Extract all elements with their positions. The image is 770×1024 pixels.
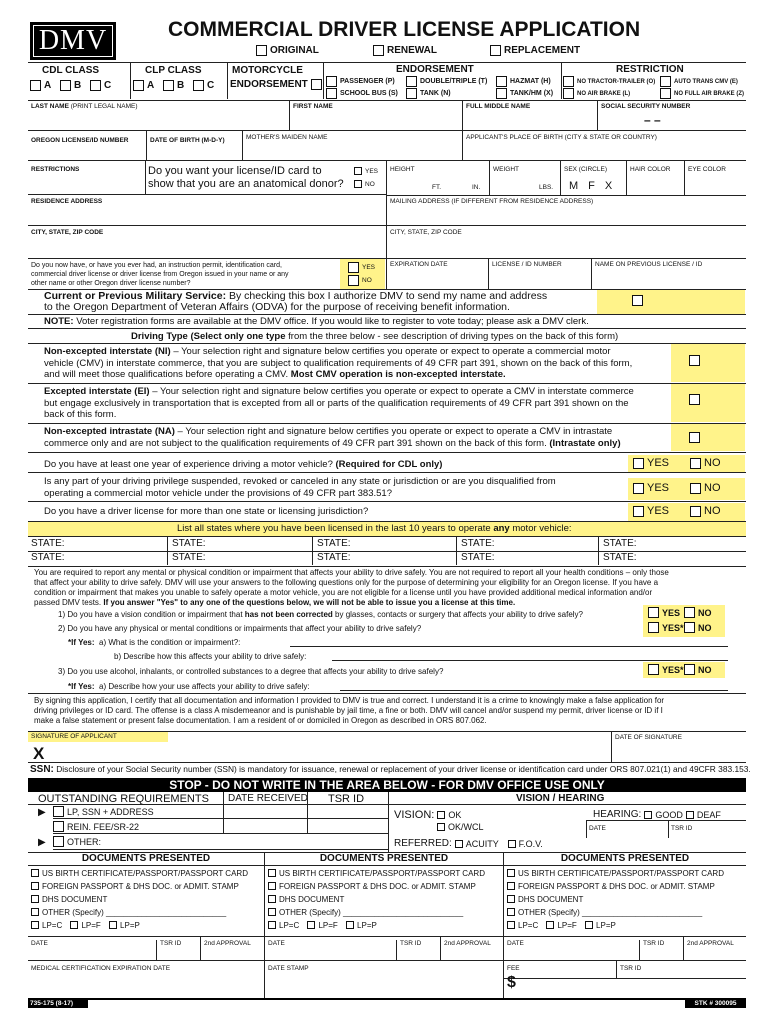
dmv-logo (30, 22, 116, 60)
experience-yes[interactable]: YES (633, 457, 669, 469)
vision-no[interactable]: NO (684, 607, 712, 618)
lpc-checkbox[interactable] (31, 921, 39, 929)
vision-yes[interactable]: YES (648, 607, 680, 618)
referred[interactable]: REFERRED: ACUITY F.O.V. (394, 838, 543, 849)
endorsement-double[interactable] (406, 76, 487, 87)
lpp-checkbox[interactable] (109, 921, 117, 929)
doc-dhs[interactable]: DHS DOCUMENT (268, 893, 500, 905)
state-field[interactable]: STATE: (31, 552, 65, 563)
lpf-checkbox[interactable] (546, 921, 554, 929)
req-rein-fee[interactable]: REIN. FEE/SR-22 (53, 821, 139, 832)
motorcycle-endorsement[interactable] (230, 79, 322, 90)
signature-field[interactable] (160, 741, 610, 761)
condition-describe: b) Describe how this affects your ability to drive safely: (114, 652, 307, 661)
restriction-no-full[interactable] (660, 88, 744, 99)
doc-foreign[interactable]: FOREIGN PASSPORT & DHS DOC. or ADMIT. STAMP (268, 880, 500, 892)
cdl-a-checkbox[interactable] (30, 80, 41, 91)
documents-section (28, 853, 746, 947)
documents-column (28, 853, 264, 960)
lpf-checkbox[interactable] (70, 921, 78, 929)
ssn-disclosure: SSN: Disclosure of your Social Security number (SSN) is mandatory for issuance, renewal or replacement of your driver license or identification card under ORS 807.021(1) and 49CFR 383.153. (30, 764, 751, 775)
documents-header: DOCUMENTS PRESENTED (28, 853, 264, 866)
cdl-class-options[interactable] (30, 80, 111, 91)
doc-dhs[interactable]: DHS DOCUMENT (507, 893, 743, 905)
sex-label: SEX (CIRCLE) (564, 166, 607, 173)
doc-birth[interactable]: US BIRTH CERTIFICATE/PASSPORT/PASSPORT CARD (268, 867, 500, 879)
doc-birth-checkbox[interactable] (268, 869, 276, 877)
tankhm-label: TANK/HM (X) (510, 90, 554, 97)
mailing-city-state-zip-label: CITY, STATE, ZIP CODE (390, 229, 462, 236)
doc-approval-label: 2nd APPROVAL (683, 937, 734, 960)
doc-lp-row[interactable]: LP=C LP=F LP=P (507, 919, 743, 931)
doc-dhs[interactable]: DHS DOCUMENT (31, 893, 261, 905)
doc-foreign-checkbox[interactable] (507, 882, 515, 890)
donor-no[interactable]: NO (354, 180, 375, 188)
experience-yes-checkbox[interactable] (633, 458, 644, 469)
last-name-label: LAST NAME (PRINT LEGAL NAME) (31, 103, 138, 110)
restriction-auto[interactable] (660, 76, 738, 87)
driving-type-na: Non-excepted intrastate (NA) – Your selection right and signature below certifies you operate or expect to operate a CMV in intrastate commerce only and are not subject to the qualification requirements of 49 CFR part 391 shown on the back of this form. (Intrastate only) (44, 426, 621, 449)
doc-date-label: DATE (31, 940, 48, 947)
multi-state-no-checkbox[interactable] (690, 506, 701, 517)
double-label: DOUBLE/TRIPLE (T) (420, 78, 488, 85)
driving-type-ni: Non-excepted interstate (NI) – Your selection right and signature below certifies you operate or expect to operate a commercial motor vehicle (CMV) in interstate commerce, that you are subject to qualification requirements of 49 CFR part 391, shown on the back of this form, and will meet those qualifications before operating a CMV. Most CMV operation is non-excepted interstate. (44, 346, 633, 380)
condition-yes[interactable]: YES* (648, 622, 684, 633)
doc-lp-row[interactable]: LP=C LP=F LP=P (31, 919, 261, 931)
date-received-label: DATE RECEIVED (228, 793, 308, 804)
military-service-text: Current or Previous Military Service: By checking this box I authorize DMV to send my name and address to the Oregon Department of Veteran Affairs (ODVA) for the purpose of receiving benefit information. (44, 290, 548, 313)
school-checkbox[interactable] (326, 88, 337, 99)
fee-label: FEE (507, 965, 520, 972)
doc-tsr-label: TSR ID (639, 940, 664, 960)
doc-foreign[interactable]: FOREIGN PASSPORT & DHS DOC. or ADMIT. STAMP (31, 880, 261, 892)
req-lp-ssn-address[interactable]: LP, SSN + ADDRESS (53, 806, 154, 817)
license-number-label: OREGON LICENSE/ID NUMBER (31, 137, 129, 144)
tsr-id-label: TSR ID (328, 793, 365, 805)
condition-no[interactable]: NO (684, 622, 712, 633)
cdl-a-label: A (44, 80, 52, 91)
endorsement-school[interactable] (326, 88, 398, 99)
doc-dhs-checkbox[interactable] (31, 895, 39, 903)
original-checkbox[interactable] (256, 45, 267, 56)
restriction-no-air[interactable] (563, 88, 630, 99)
doc-tsr-label: TSR ID (396, 940, 421, 960)
doc-approval-label: 2nd APPROVAL (440, 937, 491, 960)
lpc-checkbox[interactable] (268, 921, 276, 929)
req-other[interactable]: OTHER: (53, 836, 101, 847)
restriction-no-tractor[interactable] (563, 76, 655, 87)
multi-state-question: Do you have a driver license for more than one state or licensing jurisdiction? (44, 506, 369, 517)
tankhm-checkbox[interactable] (496, 88, 507, 99)
endorsement-passenger[interactable] (326, 76, 395, 87)
renewal-checkbox[interactable] (373, 45, 384, 56)
ssn-label: SOCIAL SECURITY NUMBER (601, 103, 691, 110)
ei-checkbox[interactable] (689, 394, 700, 405)
substance-describe: *If Yes: a) Describe how your use affects your ability to drive safely: (68, 682, 310, 691)
height-label: HEIGHT (390, 166, 415, 173)
expiration-date-label: EXPIRATION DATE (390, 261, 448, 268)
states-grid (28, 537, 746, 565)
replacement-checkbox[interactable] (490, 45, 501, 56)
motorcycle-checkbox[interactable] (311, 79, 322, 90)
prev-license-yes-checkbox[interactable] (348, 262, 359, 273)
lpp-checkbox[interactable] (585, 921, 593, 929)
sex-m[interactable]: M (569, 180, 579, 192)
lpp-checkbox[interactable] (346, 921, 354, 929)
sex-f[interactable]: F (588, 180, 595, 192)
experience-no[interactable]: NO (690, 457, 721, 469)
vision-no-checkbox[interactable] (684, 607, 695, 618)
prev-license-no-checkbox[interactable] (348, 275, 359, 286)
suspended-no-checkbox[interactable] (690, 483, 701, 494)
ssn-dashes: – – (644, 113, 661, 127)
acuity-checkbox[interactable] (455, 840, 463, 848)
substance-yes[interactable]: YES* (648, 664, 684, 675)
clp-a-checkbox[interactable] (133, 80, 144, 91)
app-type-original[interactable] (256, 45, 319, 56)
doc-other-checkbox[interactable] (31, 908, 39, 916)
hearing-date-label: DATE (589, 825, 606, 832)
form-title: COMMERCIAL DRIVER LICENSE APPLICATION (168, 18, 641, 41)
place-of-birth-label: APPLICANT'S PLACE OF BIRTH (CITY & STATE OR COUNTRY) (466, 134, 657, 141)
medical-paragraph: You are required to report any mental or physical condition or impairment that affects your ability to drive safely. You are not required to report all your health conditions – only those that affect your ability to drive safely. DMV will use your answers to the following questions only for the purpose of determining your eligibility for an Oregon license. If you have a condition or impairment that makes you unable to safely operate a motor vehicle, you are not eligible for a license until you have provided additional medical information and/or passed DMV tests. If you answer "Yes" to any one of the questions below, we will not be able to issue you a license at this time. (34, 568, 669, 607)
app-type-renewal[interactable] (373, 45, 437, 56)
doc-date-label: DATE (507, 940, 524, 947)
doc-approval-label: 2nd APPROVAL (200, 937, 251, 960)
stock-number: STK # 300095 (685, 999, 746, 1008)
renewal-label: RENEWAL (387, 45, 437, 56)
passenger-label: PASSENGER (P) (340, 78, 395, 85)
previous-license-question: Do you now have, or have you ever had, an instruction permit, identification card, commercial driver license or driver license from Oregon issued in your name or any other name or other Oregon driver license number? (31, 262, 289, 287)
substance-yes-checkbox[interactable] (648, 664, 659, 675)
clp-b-checkbox[interactable] (163, 80, 174, 91)
endorsement-hazmat[interactable] (496, 76, 551, 87)
first-name-label: FIRST NAME (293, 103, 333, 110)
doc-dhs-checkbox[interactable] (268, 895, 276, 903)
tank-checkbox[interactable] (406, 88, 417, 99)
donor-yes[interactable]: YES (354, 167, 378, 175)
license-id-number-label: LICENSE / ID NUMBER (492, 261, 562, 268)
lpf-checkbox[interactable] (307, 921, 315, 929)
sex-options[interactable] (569, 180, 612, 192)
req-other-arrow: ▶ (38, 837, 46, 848)
endorsement-tank[interactable] (406, 88, 451, 99)
suspended-yes-checkbox[interactable] (633, 483, 644, 494)
suspended-no[interactable]: NO (690, 482, 721, 494)
state-field[interactable]: STATE: (172, 552, 206, 563)
req-lp-row: ▶ (38, 807, 46, 818)
height-in-label: IN. (472, 184, 481, 191)
lp-checkbox[interactable] (53, 806, 64, 817)
lpc-checkbox[interactable] (507, 921, 515, 929)
multi-state-no[interactable]: NO (690, 505, 721, 517)
original-label: ORIGINAL (270, 45, 319, 56)
replacement-label: REPLACEMENT (504, 45, 581, 56)
hair-color-label: HAIR COLOR (630, 166, 671, 173)
auto-checkbox[interactable] (660, 76, 671, 87)
documents-header: DOCUMENTS PRESENTED (504, 853, 746, 866)
hazmat-checkbox[interactable] (496, 76, 507, 87)
endorsement-label: ENDORSEMENT (396, 64, 474, 75)
condition-question: 2) Do you have any physical or mental conditions or impairments that affect your ability to drive safely? (58, 624, 422, 633)
form-number: 735-175 (8-17) (28, 999, 88, 1008)
double-checkbox[interactable] (406, 76, 417, 87)
doc-foreign[interactable]: FOREIGN PASSPORT & DHS DOC. or ADMIT. STAMP (507, 880, 743, 892)
state-field[interactable]: STATE: (461, 552, 495, 563)
date-stamp-label: DATE STAMP (268, 965, 309, 972)
doc-tsr-label: TSR ID (156, 940, 181, 960)
fov-checkbox[interactable] (508, 840, 516, 848)
passenger-checkbox[interactable] (326, 76, 337, 87)
hearing-tsr-label: TSR ID (671, 825, 693, 832)
logo-text: DMV (33, 25, 113, 57)
app-type-replacement[interactable] (490, 45, 580, 56)
vision-okwcl[interactable]: OK/WCL (437, 822, 484, 832)
doc-other[interactable]: OTHER (Specify) ___________________________ (268, 906, 500, 918)
condition-no-checkbox[interactable] (684, 622, 695, 633)
endorsement-tankhm[interactable] (496, 88, 553, 99)
clp-class-label: CLP CLASS (145, 65, 202, 76)
multi-state-yes-checkbox[interactable] (633, 506, 644, 517)
multi-state-yes[interactable]: YES (633, 505, 669, 517)
prev-license-yes[interactable]: YES (348, 262, 375, 273)
previous-name-label: NAME ON PREVIOUS LICENSE / ID (595, 261, 703, 268)
state-field[interactable]: STATE: (31, 538, 65, 549)
state-field[interactable]: STATE: (603, 538, 637, 549)
doc-birth-checkbox[interactable] (507, 869, 515, 877)
state-field[interactable]: STATE: (172, 538, 206, 549)
cdl-c-label: C (104, 80, 112, 91)
restrictions-label: RESTRICTIONS (31, 166, 80, 173)
height-ft-label: FT. (432, 184, 442, 191)
doc-birth[interactable]: US BIRTH CERTIFICATE/PASSPORT/PASSPORT CARD (31, 867, 261, 879)
outstanding-requirements-label: OUTSTANDING REQUIREMENTS (38, 793, 209, 805)
condition-what: *If Yes: a) What is the condition or impairment?: (68, 638, 241, 647)
doc-other-checkbox[interactable] (507, 908, 515, 916)
experience-no-checkbox[interactable] (690, 458, 701, 469)
documents-header: DOCUMENTS PRESENTED (265, 853, 503, 866)
clp-b-label: B (177, 80, 185, 91)
documents-column (264, 853, 503, 960)
no-full-label: NO FULL AIR BRAKE (Z) (674, 90, 744, 97)
mothers-maiden-name-label: MOTHER'S MAIDEN NAME (246, 134, 328, 141)
substance-question: 3) Do you use alcohol, inhalants, or controlled substances to a degree that affects your ability to drive safely? (58, 667, 444, 676)
hazmat-label: HAZMAT (H) (510, 78, 551, 85)
other-req-checkbox[interactable] (53, 836, 64, 847)
vision-ok-checkbox[interactable] (437, 811, 445, 819)
last-name-sublabel: (PRINT LEGAL NAME) (70, 103, 138, 110)
states-header: List all states where you have been licensed in the last 10 years to operate any motor vehicle: (177, 523, 572, 534)
cdl-class-label: CDL CLASS (42, 65, 100, 76)
clp-c-checkbox[interactable] (193, 80, 204, 91)
vision-yes-checkbox[interactable] (648, 607, 659, 618)
sex-x[interactable]: X (604, 180, 613, 192)
doc-foreign-checkbox[interactable] (268, 882, 276, 890)
suspended-yes[interactable]: YES (633, 482, 669, 494)
middle-name-label: FULL MIDDLE NAME (466, 103, 531, 110)
no-tractor-checkbox[interactable] (563, 76, 574, 87)
doc-other[interactable]: OTHER (Specify) ___________________________ (31, 906, 261, 918)
medical-cert-expiration-label: MEDICAL CERTIFICATION EXPIRATION DATE (31, 965, 171, 972)
clp-a-label: A (147, 80, 155, 91)
documents-column (503, 853, 746, 960)
donor-yes-checkbox[interactable] (354, 167, 362, 175)
suspended-question: Is any part of your driving privilege suspended, revoked or canceled in any state or jurisdiction or are you disqualified from operating a commercial motor vehicle under the provisions of 49 CFR part 383.51? (44, 476, 556, 499)
residence-address-label: RESIDENCE ADDRESS (31, 198, 103, 205)
motorcycle-label: MOTORCYCLE (232, 65, 303, 76)
state-field[interactable]: STATE: (317, 552, 351, 563)
doc-dhs-checkbox[interactable] (507, 895, 515, 903)
na-checkbox[interactable] (689, 432, 700, 443)
doc-other-checkbox[interactable] (268, 908, 276, 916)
doc-birth-checkbox[interactable] (31, 869, 39, 877)
office-use-banner: STOP - DO NOT WRITE IN THE AREA BELOW - FOR DMV OFFICE USE ONLY (28, 778, 746, 792)
vision-hearing-label: VISION / HEARING (516, 793, 605, 804)
ni-checkbox[interactable] (689, 355, 700, 366)
doc-lp-row[interactable]: LP=C LP=F LP=P (268, 919, 500, 931)
hearing-good-checkbox[interactable] (644, 811, 652, 819)
state-field[interactable]: STATE: (461, 538, 495, 549)
donor-question: Do you want your license/ID card to show that you are an anatomical donor? (148, 165, 344, 190)
hearing-deaf-checkbox[interactable] (686, 811, 694, 819)
driving-type-ei: Excepted interstate (EI) – Your selection right and signature below certifies you operate or expect to operate a CMV in interstate commerce but engage exclusively in transportation that is excepted from all or parts of the qualification requirements of 49 CFR part 391 shown on the back of this form. (44, 386, 634, 420)
condition-yes-checkbox[interactable] (648, 622, 659, 633)
motorcycle-endorsement-label: ENDORSEMENT (230, 79, 308, 90)
prev-license-no[interactable]: NO (348, 275, 372, 286)
experience-question: Do you have at least one year of experience driving a motor vehicle? (Required for CDL only) (44, 459, 443, 470)
city-state-zip-label: CITY, STATE, ZIP CODE (31, 229, 104, 236)
school-label: SCHOOL BUS (S) (340, 90, 398, 97)
dob-label: DATE OF BIRTH (M-D-Y) (150, 137, 225, 144)
substance-no[interactable]: NO (684, 664, 712, 675)
cdl-c-checkbox[interactable] (90, 80, 101, 91)
vision-okwcl-checkbox[interactable] (437, 823, 445, 831)
no-air-checkbox[interactable] (563, 88, 574, 99)
signature-label: SIGNATURE OF APPLICANT (31, 733, 117, 740)
doc-birth[interactable]: US BIRTH CERTIFICATE/PASSPORT/PASSPORT CARD (507, 867, 743, 879)
donor-no-checkbox[interactable] (354, 180, 362, 188)
doc-other[interactable]: OTHER (Specify) ___________________________ (507, 906, 743, 918)
tank-label: TANK (N) (420, 90, 451, 97)
vision-ok[interactable]: VISION: OK (394, 809, 462, 821)
state-field[interactable]: STATE: (603, 552, 637, 563)
eye-color-label: EYE COLOR (688, 166, 726, 173)
cdl-b-checkbox[interactable] (60, 80, 71, 91)
certification-text: By signing this application, I certify that all documentation and information I provided to DMV is true and correct. I understand it is a crime to knowingly make a false application for driving privileges or ID card. The offense is a class A misdemeanor and is punishable by jail time, a fine or both. DMV will cancel and/or suspend my permit, driver license or ID if I make a false statement or present false documentation. I am a resident of or domiciled in Oregon as described in ORS 807.062. (34, 696, 665, 725)
weight-lbs-label: LBS. (539, 184, 554, 191)
substance-no-checkbox[interactable] (684, 664, 695, 675)
doc-date-label: DATE (268, 940, 285, 947)
restriction-label: RESTRICTION (616, 64, 684, 75)
hearing[interactable]: HEARING: GOOD DEAF (593, 809, 721, 820)
mailing-address-label: MAILING ADDRESS (IF DIFFERENT FROM RESIDENCE ADDRESS) (390, 198, 594, 205)
cdl-b-label: B (74, 80, 82, 91)
military-checkbox[interactable] (632, 295, 643, 306)
voter-note: NOTE: Voter registration forms are available at the DMV office. If you would like to register to vote today; please ask a DMV clerk. (44, 316, 589, 327)
no-tractor-label: NO TRACTOR-TRAILER (O) (577, 78, 656, 85)
vision-question: 1) Do you have a vision condition or impairment that has not been corrected by glasses, contacts or surgery that affects your ability to drive safely? (58, 610, 583, 619)
driving-type-heading: Driving Type (Select only one type from the three below - see description of driving types on the back of this form) (131, 331, 619, 342)
clp-c-label: C (207, 80, 215, 91)
fee-tsr-label: TSR ID (620, 965, 642, 972)
no-full-checkbox[interactable] (660, 88, 671, 99)
no-air-label: NO AIR BRAKE (L) (577, 90, 631, 97)
fee-dollar: $ (507, 974, 516, 991)
auto-label: AUTO TRANS CMV (E) (674, 78, 738, 85)
state-field[interactable]: STATE: (317, 538, 351, 549)
clp-class-options[interactable] (133, 80, 214, 91)
signature-x: X (33, 744, 45, 763)
doc-foreign-checkbox[interactable] (31, 882, 39, 890)
date-of-signature-label: DATE OF SIGNATURE (615, 734, 682, 741)
weight-label: WEIGHT (493, 166, 519, 173)
rein-checkbox[interactable] (53, 821, 64, 832)
